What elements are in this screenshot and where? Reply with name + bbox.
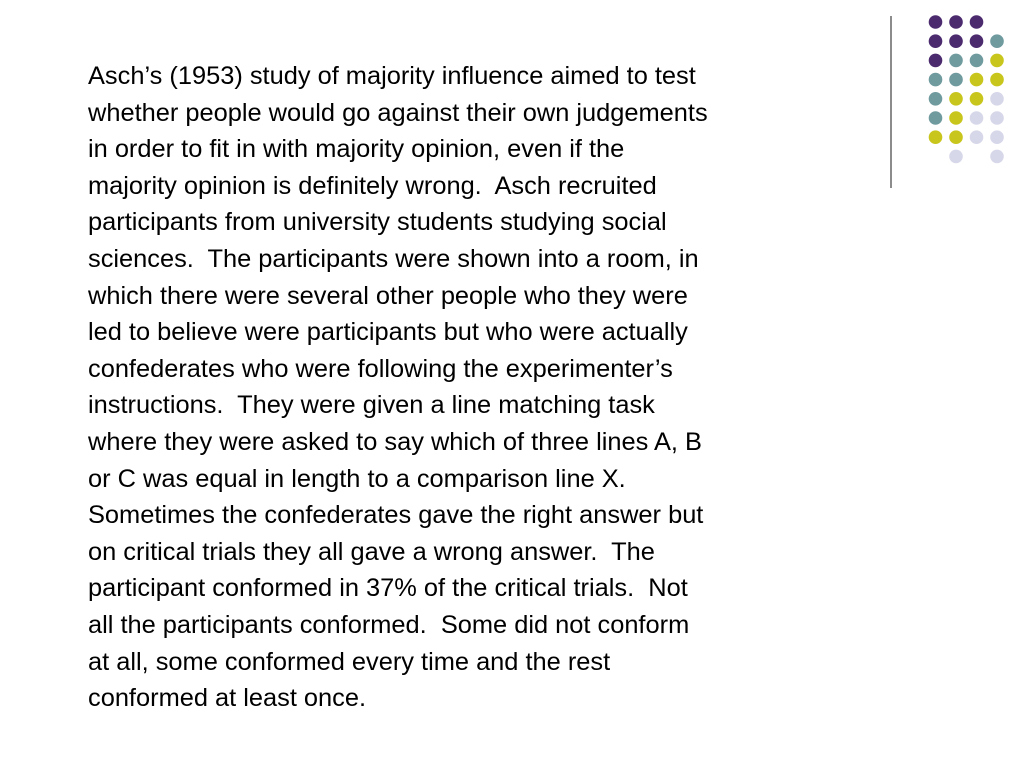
olive-dot <box>990 73 1004 87</box>
body-text-line: where they were asked to say which of three lines A, B <box>88 427 702 456</box>
body-text-line: all the participants conformed. Some did not conform <box>88 610 690 639</box>
slide-body-text <box>88 58 858 717</box>
body-text-line: Sometimes the confederates gave the right answer but <box>88 501 704 530</box>
body-text-line: led to believe were participants but who were actually <box>88 318 688 347</box>
body-text-line: which there were several other people who they were <box>88 281 688 310</box>
purple-dot <box>970 15 984 29</box>
teal-dot <box>949 73 963 87</box>
teal-dot <box>990 34 1004 48</box>
purple-dot <box>929 34 943 48</box>
body-text-line: on critical trials they all gave a wrong answer. The <box>88 537 655 566</box>
teal-dot <box>949 54 963 68</box>
purple-dot <box>929 54 943 68</box>
olive-dot <box>949 130 963 144</box>
olive-dot <box>949 92 963 106</box>
body-text-line: at all, some conformed every time and the rest <box>88 647 611 676</box>
teal-dot <box>929 73 943 87</box>
olive-dot <box>970 73 984 87</box>
body-text-line: conformed at least once. <box>88 684 367 713</box>
lavender-dot <box>990 92 1004 106</box>
teal-dot <box>929 111 943 125</box>
body-text-line: participant conformed in 37% of the critical trials. Not <box>88 574 688 603</box>
olive-dot <box>929 130 943 144</box>
body-text-line: Asch’s (1953) study of majority influence aimed to test <box>88 62 696 90</box>
lavender-dot <box>990 150 1004 164</box>
teal-dot <box>970 54 984 68</box>
lavender-dot <box>970 111 984 125</box>
olive-dot <box>990 54 1004 68</box>
body-text-line: whether people would go against their own judgements <box>88 98 708 127</box>
lavender-dot <box>949 150 963 164</box>
purple-dot <box>970 34 984 48</box>
olive-dot <box>949 111 963 125</box>
teal-dot <box>929 92 943 106</box>
purple-dot <box>929 15 943 29</box>
lavender-dot <box>970 130 984 144</box>
body-text-line: confederates who were following the experimenter’s <box>88 354 673 383</box>
olive-dot <box>970 92 984 106</box>
lavender-dot <box>990 130 1004 144</box>
body-text-line: majority opinion is definitely wrong. Asch recruited <box>88 171 657 200</box>
purple-dot <box>949 34 963 48</box>
body-text-line: instructions. They were given a line matching task <box>88 391 655 420</box>
body-text-line: or C was equal in length to a comparison line X. <box>88 464 626 493</box>
body-text-line: in order to fit in with majority opinion, even if the <box>88 135 625 164</box>
body-text-line: participants from university students studying social <box>88 208 667 237</box>
purple-dot <box>949 15 963 29</box>
lavender-dot <box>990 111 1004 125</box>
body-text-line: sciences. The participants were shown into a room, in <box>88 244 699 273</box>
